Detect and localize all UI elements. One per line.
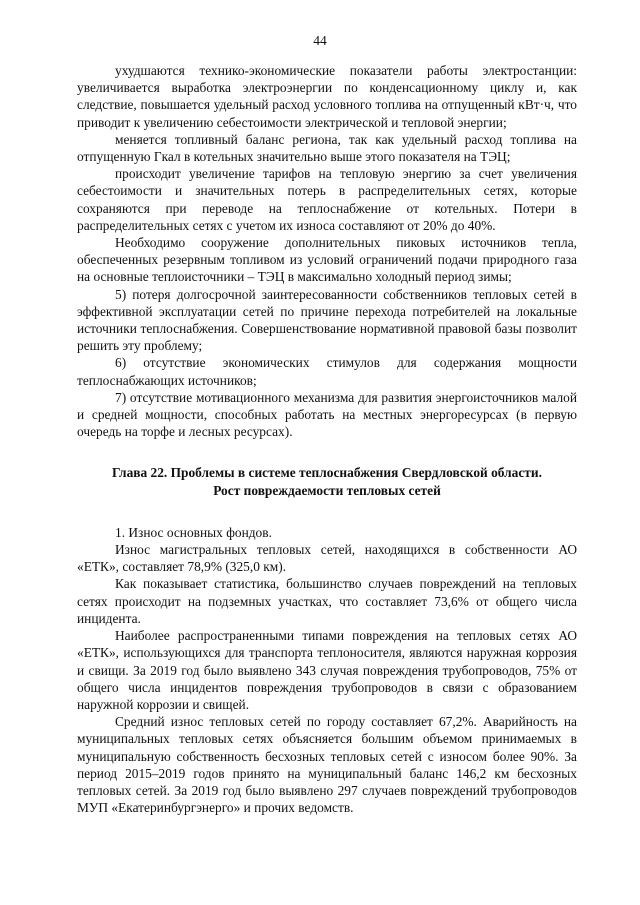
paragraph: меняется топливный баланс региона, так как удельный расход топлива на отпущенную Гкал в котельных значительно выше этого показателя на ТЭЦ; [77,131,577,165]
paragraph: Износ магистральных тепловых сетей, находящихся в собственности АО «ЕТК», составляет 78,9% (325,0 км). [77,542,577,575]
paragraph: Наиболее распространенными типами повреждения на тепловых сетях АО «ЕТК», использующихся для транспорта теплоносителя, являются наружная коррозия и свищи. За 2019 год было выявлено 343 случая повреждения трубопроводов, 75% от общего числа инцидентов повреждения трубопроводов в связи с образованием наружной коррозии и свищей. [77,628,577,712]
chapter-heading-line-1: Глава 22. Проблемы в системе теплоснабжения Свердловской области. [112,465,542,481]
paragraph: Средний износ тепловых сетей по городу составляет 67,2%. Аварийность на муниципальных тепловых сетях объясняется большим объемом принимаемых в муниципальную собственность бесхозных тепловых сетей с износом более 90%. За период 2015–2019 годов принято на муниципальный баланс 146,2 км бесхозных тепловых сетей. За 2019 год было выявлено 297 случаев повреждений трубопроводов МУП «Екатеринбургэнерго» и прочих ведомств. [77,714,577,816]
page-body [77,62,577,816]
chapter-heading [77,464,577,498]
paragraph: происходит увеличение тарифов на тепловую энергию за счет увеличения себестоимости и значительных потерь в распределительных сетях, которые сохраняются при переводе на теплоснабжение от котельных. Потери в распределительных сетях с учетом их износа составляют от 20% до 40%. [77,166,577,233]
list-item: 1. Износ основных фондов. [115,524,272,540]
paragraph: Необходимо сооружение дополнительных пиковых источников тепла, обеспеченных резервным топливом из условий ограничений подачи природного газа на основные теплоисточники – ТЭЦ в максимально холодный период зимы; [77,235,577,285]
paragraph: 5) потеря долгосрочной заинтересованности собственников тепловых сетей в эффективной эксплуатации сетей по причине перехода потребителей на локальные источники теплоснабжения. Совершенствование нормативной правовой базы позволит решить эту проблему; [77,286,577,354]
chapter-heading-line-2: Рост повреждаемости тепловых сетей [213,482,441,498]
page-number: 44 [313,33,327,48]
paragraph: 6) отсутствие экономических стимулов для содержания мощности теплоснабжающих источников; [77,355,577,388]
paragraph: Как показывает статистика, большинство случаев повреждений на тепловых сетях происходит на подземных участках, что составляет 73,6% от общего числа инцидента. [77,576,577,626]
paragraph: ухудшаются технико-экономические показатели работы электростанции: увеличивается выработка электроэнергии по конденсационному циклу и, как следствие, повышается удельный расход условного топлива на отпущенный кВт·ч, что приводит к увеличению себестоимости электрической и тепловой энергии; [77,63,577,130]
paragraph: 7) отсутствие мотивационного механизма для развития энергоисточников малой и средней мощности, способных работать на местных энергоресурсах (в первую очередь на торфе и лесных ресурсах). [77,389,577,440]
